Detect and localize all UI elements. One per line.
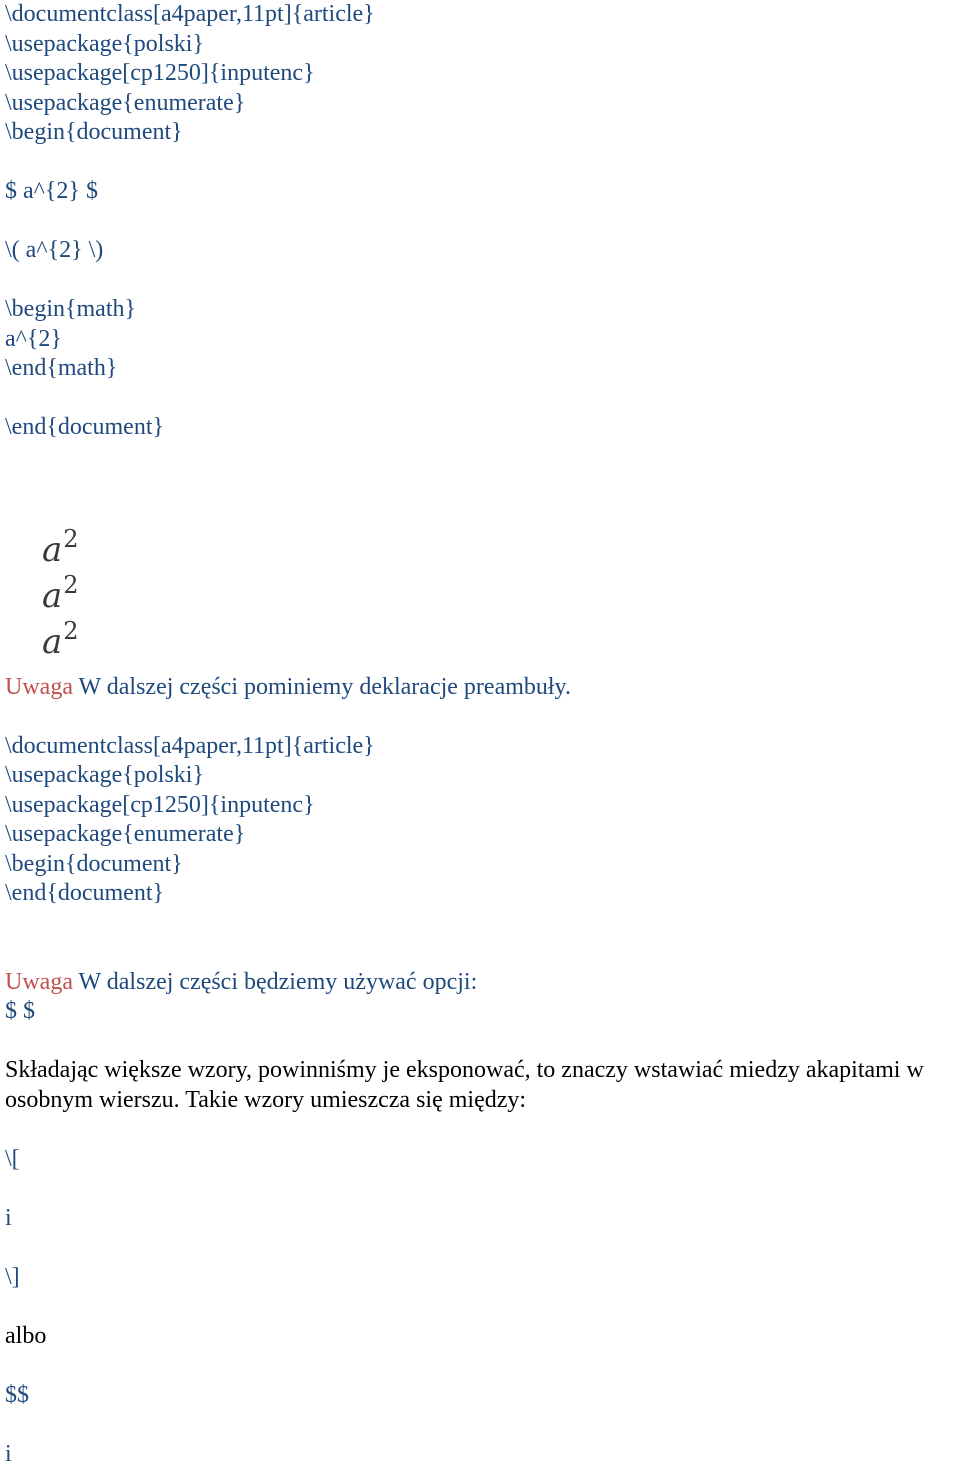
double-dollar-content: i	[5, 1440, 960, 1469]
code-block-preamble	[5, 0, 960, 148]
code-line: a^{2}	[5, 325, 960, 355]
note-label: Uwaga	[5, 969, 73, 995]
code-line: \usepackage{polski}	[5, 30, 960, 60]
code-line: \begin{math}	[5, 295, 960, 325]
code-line: \usepackage{enumerate}	[5, 89, 960, 119]
rendered-math-output	[5, 533, 960, 673]
code-line: \usepackage{polski}	[5, 761, 960, 791]
code-line: \end{math}	[5, 354, 960, 384]
code-line: \usepackage{enumerate}	[5, 820, 960, 850]
example-paren-inline: \( a^{2} \)	[5, 236, 960, 266]
document-page	[5, 0, 960, 1469]
display-content: i	[5, 1204, 960, 1234]
option-line: $ $	[5, 997, 960, 1027]
rendered-a-squared	[42, 625, 79, 662]
example-dollar-inline: $ a^{2} $	[5, 177, 960, 207]
math-base: a	[42, 622, 62, 662]
note-skip-preamble	[5, 673, 960, 703]
note-label: Uwaga	[5, 674, 73, 700]
albo-text: albo	[5, 1322, 960, 1352]
code-line: \end{document}	[5, 879, 960, 909]
code-line: \begin{document}	[5, 850, 960, 880]
math-exponent: 2	[63, 525, 78, 553]
rendered-a-squared	[42, 579, 79, 616]
note-text: W dalszej części będziemy używać opcji:	[73, 969, 477, 995]
display-open: \[	[5, 1145, 960, 1175]
math-exponent: 2	[63, 617, 78, 645]
display-formula-paragraph: Składając większe wzory, powinniśmy je eksponować, to znaczy wstawiać miedzy akapitami w osobnym wierszu. Takie wzory umieszcza się między:	[5, 1056, 960, 1115]
math-base: a	[42, 576, 62, 616]
note-text: W dalszej części pominiemy deklaracje preambuły.	[73, 674, 571, 700]
rendered-a-squared	[42, 533, 79, 570]
code-line: \begin{document}	[5, 118, 960, 148]
display-close: \]	[5, 1263, 960, 1293]
code-line: \usepackage[cp1250]{inputenc}	[5, 791, 960, 821]
code-block-preamble-2	[5, 732, 960, 909]
example-math-environment	[5, 295, 960, 384]
code-line: \documentclass[a4paper,11pt]{article}	[5, 0, 960, 30]
note-options	[5, 968, 960, 998]
code-line: \usepackage[cp1250]{inputenc}	[5, 59, 960, 89]
math-base: a	[42, 530, 62, 570]
code-line: \documentclass[a4paper,11pt]{article}	[5, 732, 960, 762]
end-document-line: \end{document}	[5, 413, 960, 443]
math-exponent: 2	[63, 571, 78, 599]
double-dollar: $$	[5, 1381, 960, 1411]
